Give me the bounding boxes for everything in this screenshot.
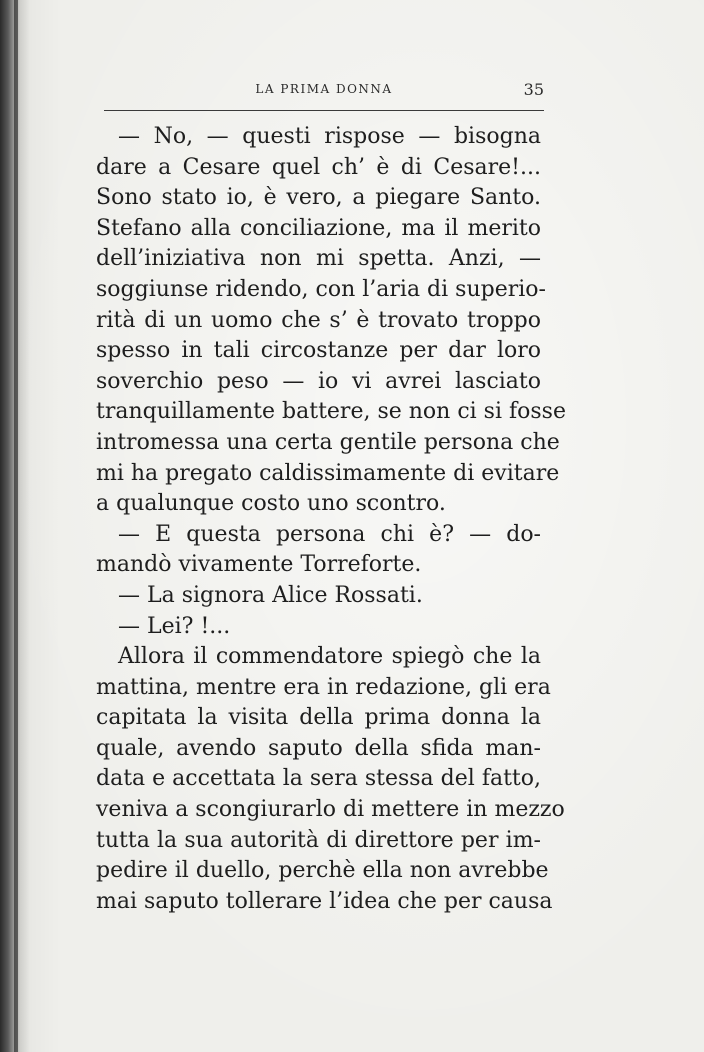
text-line: — E questa persona chi è? — do- xyxy=(118,521,541,547)
text-line: pedire il duello, perchè ella non avrebbe xyxy=(96,858,549,884)
text-line: quale, avendo saputo della sfida man- xyxy=(96,735,541,761)
text-line: Sono stato io, è vero, a piegare Santo. xyxy=(96,185,541,211)
text-line: a qualunque costo uno scontro. xyxy=(96,491,446,517)
text-line: data e accettata la sera stessa del fatto, xyxy=(96,766,541,792)
text-line: tutta la sua autorità di direttore per im- xyxy=(96,827,541,853)
text-line: mi ha pregato caldissimamente di evitare xyxy=(96,460,560,486)
text-line: Allora il commendatore spiegò che la xyxy=(118,644,541,670)
text-line: dell’iniziativa non mi spetta. Anzi, — xyxy=(96,246,541,272)
text-line: tranquillamente battere, se non ci si fosse xyxy=(96,399,566,425)
text-line: — La signora Alice Rossati. xyxy=(118,582,423,608)
text-line: soverchio peso — io vi avrei lasciato xyxy=(96,368,541,394)
text-line: — No, — questi rispose — bisogna xyxy=(118,124,541,149)
body-text xyxy=(96,122,566,917)
header-rule xyxy=(104,110,544,111)
text-line: mai saputo tollerare l’idea che per causa xyxy=(96,888,553,914)
text-line: Stefano alla conciliazione, ma il merito xyxy=(96,215,541,241)
page-number: 35 xyxy=(523,80,544,99)
text-line: capitata la visita della prima donna la xyxy=(96,705,541,731)
text-line: spesso in tali circostanze per dar loro xyxy=(96,338,541,364)
text-line: soggiunse ridendo, con l’aria di superio- xyxy=(96,276,546,302)
running-title: LA PRIMA DONNA xyxy=(255,82,393,96)
book-spine-edge xyxy=(14,0,18,1052)
text-line: mattina, mentre era in redazione, gli era xyxy=(96,674,551,700)
text-line: mandò vivamente Torreforte. xyxy=(96,552,422,578)
text-line: intromessa una certa gentile persona che xyxy=(96,429,560,455)
text-line: veniva a scongiurarlo di mettere in mezzo xyxy=(96,797,565,823)
text-line: dare a Cesare quel ch’ è di Cesare!... xyxy=(96,154,541,180)
text-line: rità di un uomo che s’ è trovato troppo xyxy=(96,307,541,333)
page-header xyxy=(104,80,544,104)
text-line: — Lei? !... xyxy=(118,613,231,639)
